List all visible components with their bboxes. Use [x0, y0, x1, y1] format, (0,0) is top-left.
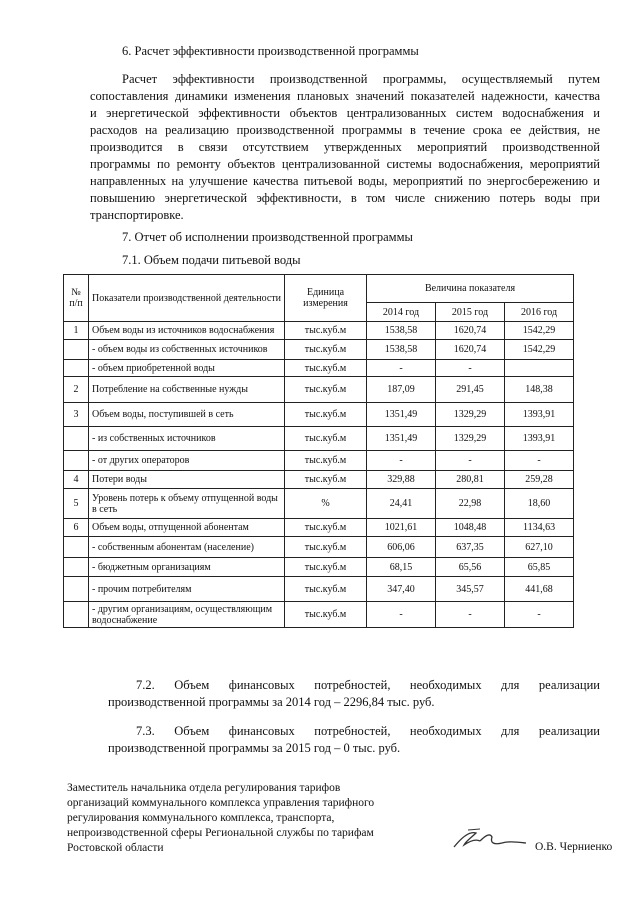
- row-num-cell: [64, 577, 89, 602]
- table-row: [64, 322, 574, 340]
- table-row: [64, 519, 574, 537]
- row-num-cell: [64, 537, 89, 558]
- row-unit-cell: тыс.куб.м: [285, 377, 367, 403]
- section-6-paragraph: [90, 71, 600, 224]
- row-unit-cell: тыс.куб.м: [285, 403, 367, 427]
- paragraph-line: 7.3. Объем финансовых потребностей, необходимых для реализации: [136, 724, 600, 738]
- row-unit-cell: тыс.куб.м: [285, 340, 367, 360]
- row-num-cell: 1: [64, 322, 89, 340]
- section-7-3-paragraph: [108, 723, 600, 757]
- table-row: [64, 377, 574, 403]
- row-num-cell: 5: [64, 489, 89, 519]
- row-num-cell: 3: [64, 403, 89, 427]
- paragraph-line: направленных на улучшение качества питьевой воды, мероприятий по энергосбережению и: [90, 174, 600, 188]
- row-value-2014-cell: 1538,58: [367, 322, 436, 340]
- row-value-2014-cell: 187,09: [367, 377, 436, 403]
- row-value-2015-cell: 1048,48: [436, 519, 505, 537]
- row-value-2014-cell: 1021,61: [367, 519, 436, 537]
- row-value-2015-cell: 22,98: [436, 489, 505, 519]
- row-name-cell: - другим организациям, осуществляющим водоснабжение: [89, 602, 285, 628]
- table-row: [64, 340, 574, 360]
- row-num-cell: [64, 558, 89, 577]
- handwritten-signature-icon: [450, 825, 528, 857]
- row-unit-cell: тыс.куб.м: [285, 577, 367, 602]
- signature-line: организаций коммунального комплекса управления тарифного: [67, 797, 375, 809]
- section-7-heading: 7. Отчет об исполнении производственной программы: [122, 230, 413, 244]
- paragraph-line: производится в связи отсутствием утвержденных мероприятий производственной: [90, 140, 600, 154]
- row-num-cell: 4: [64, 471, 89, 489]
- row-unit-cell: тыс.куб.м: [285, 537, 367, 558]
- section-7-1-heading: 7.1. Объем подачи питьевой воды: [122, 253, 301, 267]
- row-unit-cell: тыс.куб.м: [285, 427, 367, 451]
- row-unit-cell: %: [285, 489, 367, 519]
- row-value-2016-cell: 1542,29: [505, 322, 574, 340]
- section-7-2-paragraph: [108, 677, 600, 711]
- signature-line: Ростовской области: [67, 842, 164, 854]
- paragraph-line: производственной программы за 2015 год – 0 тыс. руб.: [108, 741, 401, 755]
- row-value-2016-cell: 627,10: [505, 537, 574, 558]
- paragraph-line: повышению энергетической эффективности, в том числе снижению потерь воды при: [90, 191, 600, 205]
- table-row: [64, 403, 574, 427]
- signer-name: О.В. Черниенко: [535, 841, 613, 853]
- row-value-2015-cell: -: [436, 602, 505, 628]
- row-name-cell: Потребление на собственные нужды: [89, 377, 285, 403]
- water-supply-table: [63, 274, 574, 628]
- row-unit-cell: тыс.куб.м: [285, 451, 367, 471]
- row-value-2014-cell: 68,15: [367, 558, 436, 577]
- row-value-2015-cell: -: [436, 360, 505, 377]
- table-row: [64, 427, 574, 451]
- row-unit-cell: тыс.куб.м: [285, 558, 367, 577]
- row-name-cell: - собственным абонентам (население): [89, 537, 285, 558]
- row-value-2015-cell: 345,57: [436, 577, 505, 602]
- header-indicator: Показатели производственной деятельности: [89, 275, 285, 322]
- row-value-2014-cell: 329,88: [367, 471, 436, 489]
- row-value-2014-cell: 1538,58: [367, 340, 436, 360]
- paragraph-line: сопоставления динамики изменения плановых значений показателей надежности, качества: [90, 89, 600, 103]
- row-name-cell: - объем воды из собственных источников: [89, 340, 285, 360]
- row-value-2015-cell: 1329,29: [436, 403, 505, 427]
- row-value-2015-cell: 1329,29: [436, 427, 505, 451]
- paragraph-line: и энергетической эффективности объектов централизованных систем водоснабжения и: [90, 106, 600, 120]
- row-value-2014-cell: 606,06: [367, 537, 436, 558]
- header-year: 2016 год: [505, 303, 574, 322]
- row-num-cell: [64, 360, 89, 377]
- row-value-2016-cell: 1393,91: [505, 403, 574, 427]
- paragraph-line: Расчет эффективности производственной программы, осуществляемый путем: [122, 72, 600, 86]
- row-name-cell: - от других операторов: [89, 451, 285, 471]
- paragraph-line: 7.2. Объем финансовых потребностей, необходимых для реализации: [136, 678, 600, 692]
- row-value-2014-cell: -: [367, 451, 436, 471]
- row-num-cell: [64, 451, 89, 471]
- row-value-2015-cell: 65,56: [436, 558, 505, 577]
- row-num-cell: [64, 602, 89, 628]
- header-num: № п/п: [64, 275, 89, 322]
- table-row: [64, 471, 574, 489]
- row-value-2014-cell: -: [367, 602, 436, 628]
- row-name-cell: Уровень потерь к объему отпущенной воды в сеть: [89, 489, 285, 519]
- paragraph-line: расходов на реализацию производственной программы в течение срока ее действия, не: [90, 123, 600, 137]
- row-value-2015-cell: 291,45: [436, 377, 505, 403]
- row-name-cell: - объем приобретенной воды: [89, 360, 285, 377]
- table-row: [64, 558, 574, 577]
- row-unit-cell: тыс.куб.м: [285, 322, 367, 340]
- row-value-2016-cell: [505, 360, 574, 377]
- table-row: [64, 602, 574, 628]
- section-6-heading: 6. Расчет эффективности производственной программы: [122, 44, 419, 58]
- paragraph-line: программы по ремонту объектов централизованной системы водоснабжения, мероприятий: [90, 157, 600, 171]
- row-name-cell: Объем воды, отпущенной абонентам: [89, 519, 285, 537]
- row-value-2015-cell: 1620,74: [436, 322, 505, 340]
- row-unit-cell: тыс.куб.м: [285, 602, 367, 628]
- row-num-cell: [64, 340, 89, 360]
- signature-line: Заместитель начальника отдела регулирования тарифов: [67, 782, 341, 794]
- row-value-2016-cell: 148,38: [505, 377, 574, 403]
- row-value-2016-cell: 65,85: [505, 558, 574, 577]
- header-value: Величина показателя: [367, 275, 574, 303]
- row-value-2016-cell: 259,28: [505, 471, 574, 489]
- row-value-2016-cell: 1542,29: [505, 340, 574, 360]
- signature-line: регулирования коммунального комплекса, транспорта,: [67, 812, 335, 824]
- paragraph-line: производственной программы за 2014 год – 2296,84 тыс. руб.: [108, 695, 435, 709]
- table-row: [64, 489, 574, 519]
- row-value-2016-cell: -: [505, 451, 574, 471]
- row-value-2016-cell: 1134,63: [505, 519, 574, 537]
- row-value-2014-cell: 1351,49: [367, 403, 436, 427]
- table-row: [64, 537, 574, 558]
- row-name-cell: - прочим потребителям: [89, 577, 285, 602]
- table-row: [64, 451, 574, 471]
- row-value-2016-cell: -: [505, 602, 574, 628]
- row-value-2016-cell: 441,68: [505, 577, 574, 602]
- row-value-2016-cell: 1393,91: [505, 427, 574, 451]
- row-value-2016-cell: 18,60: [505, 489, 574, 519]
- row-value-2014-cell: 1351,49: [367, 427, 436, 451]
- paragraph-line: транспортировке.: [90, 208, 184, 222]
- row-value-2014-cell: 24,41: [367, 489, 436, 519]
- row-name-cell: - бюджетным организациям: [89, 558, 285, 577]
- row-value-2014-cell: -: [367, 360, 436, 377]
- row-value-2014-cell: 347,40: [367, 577, 436, 602]
- row-num-cell: [64, 427, 89, 451]
- signature-line: непроизводственной сферы Региональной службы по тарифам: [67, 827, 374, 839]
- row-name-cell: Объем воды, поступившей в сеть: [89, 403, 285, 427]
- header-year: 2014 год: [367, 303, 436, 322]
- table-row: [64, 360, 574, 377]
- row-value-2015-cell: -: [436, 451, 505, 471]
- row-unit-cell: тыс.куб.м: [285, 360, 367, 377]
- table-row: [64, 577, 574, 602]
- signature-block: [67, 781, 447, 856]
- row-name-cell: Потери воды: [89, 471, 285, 489]
- row-name-cell: - из собственных источников: [89, 427, 285, 451]
- header-unit: Единица измерения: [285, 275, 367, 322]
- row-name-cell: Объем воды из источников водоснабжения: [89, 322, 285, 340]
- row-value-2015-cell: 637,35: [436, 537, 505, 558]
- row-num-cell: 6: [64, 519, 89, 537]
- row-value-2015-cell: 280,81: [436, 471, 505, 489]
- header-year: 2015 год: [436, 303, 505, 322]
- row-num-cell: 2: [64, 377, 89, 403]
- row-unit-cell: тыс.куб.м: [285, 519, 367, 537]
- row-unit-cell: тыс.куб.м: [285, 471, 367, 489]
- row-value-2015-cell: 1620,74: [436, 340, 505, 360]
